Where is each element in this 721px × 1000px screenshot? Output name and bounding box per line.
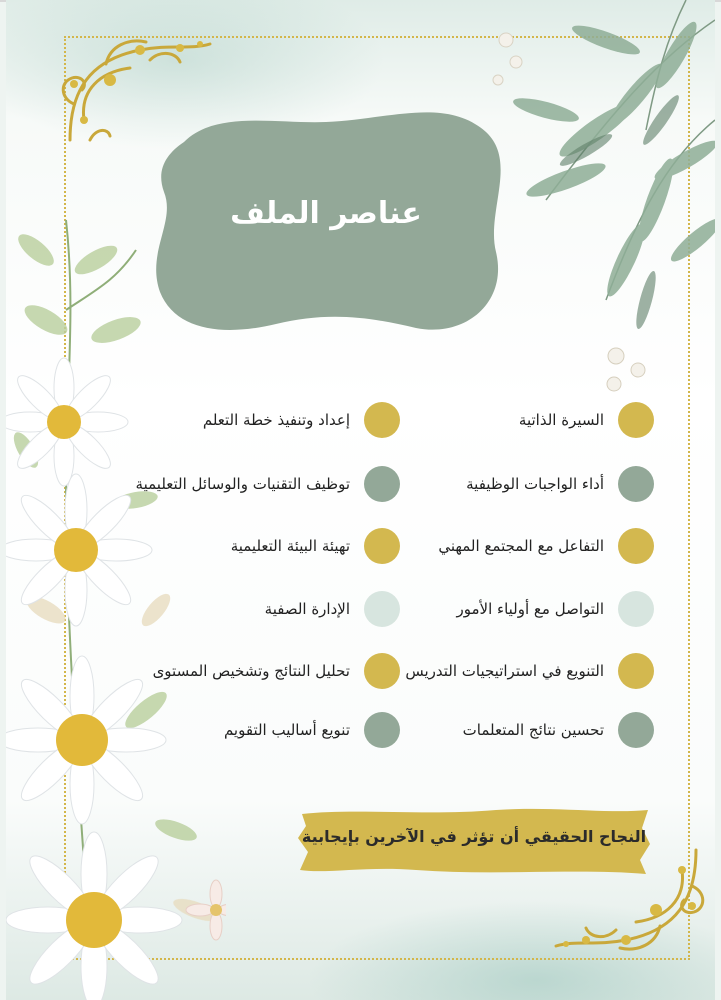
list-item-label: الإدارة الصفية: [264, 600, 350, 618]
list-item: [386, 464, 654, 504]
list-item-label: إعداد وتنفيذ خطة التعلم: [202, 411, 350, 429]
list-item: [386, 651, 654, 691]
quote-text: النجاح الحقيقي أن تؤثر في الآخرين بإيجابية: [301, 827, 647, 846]
bullet-dot: [618, 591, 654, 627]
list-item-label: تحليل النتائج وتشخيص المستوى: [152, 662, 350, 680]
bullet-dot: [618, 402, 654, 438]
list-item: [386, 526, 654, 566]
list-item-label: التنويع في استراتيجيات التدريس: [405, 662, 604, 680]
bullet-dot: [364, 528, 400, 564]
list-item: [126, 589, 400, 629]
bullet-dot: [618, 653, 654, 689]
bullet-dot: [618, 712, 654, 748]
list-item: [386, 400, 654, 440]
bullet-dot: [618, 466, 654, 502]
list-item: [126, 651, 400, 691]
bullet-dot: [364, 712, 400, 748]
list-item: [126, 710, 400, 750]
list-item-label: التفاعل مع المجتمع المهني: [438, 537, 604, 555]
list-item: [386, 589, 654, 629]
list-item: [126, 400, 400, 440]
list-item-label: تحسين نتائج المتعلمات: [462, 721, 604, 739]
eucalyptus-leaves-icon: [486, 0, 715, 330]
document-page: [6, 0, 715, 1000]
list-item-label: أداء الواجبات الوظيفية: [466, 475, 604, 493]
bullet-dot: [364, 466, 400, 502]
list-item-label: توظيف التقنيات والوسائل التعليمية: [135, 475, 350, 493]
bullet-dot: [364, 402, 400, 438]
bullet-dot: [364, 591, 400, 627]
list-item: [126, 464, 400, 504]
bullet-dot: [364, 653, 400, 689]
list-item-label: التواصل مع أولياء الأمور: [456, 600, 604, 618]
page-title: عناصر الملف: [230, 196, 422, 231]
list-item-label: تنويع أساليب التقويم: [223, 721, 350, 739]
bullet-dot: [618, 528, 654, 564]
list-item: [126, 526, 400, 566]
list-item-label: تهيئة البيئة التعليمية: [230, 537, 350, 555]
list-item-label: السيرة الذاتية: [518, 411, 604, 429]
list-item: [386, 710, 654, 750]
